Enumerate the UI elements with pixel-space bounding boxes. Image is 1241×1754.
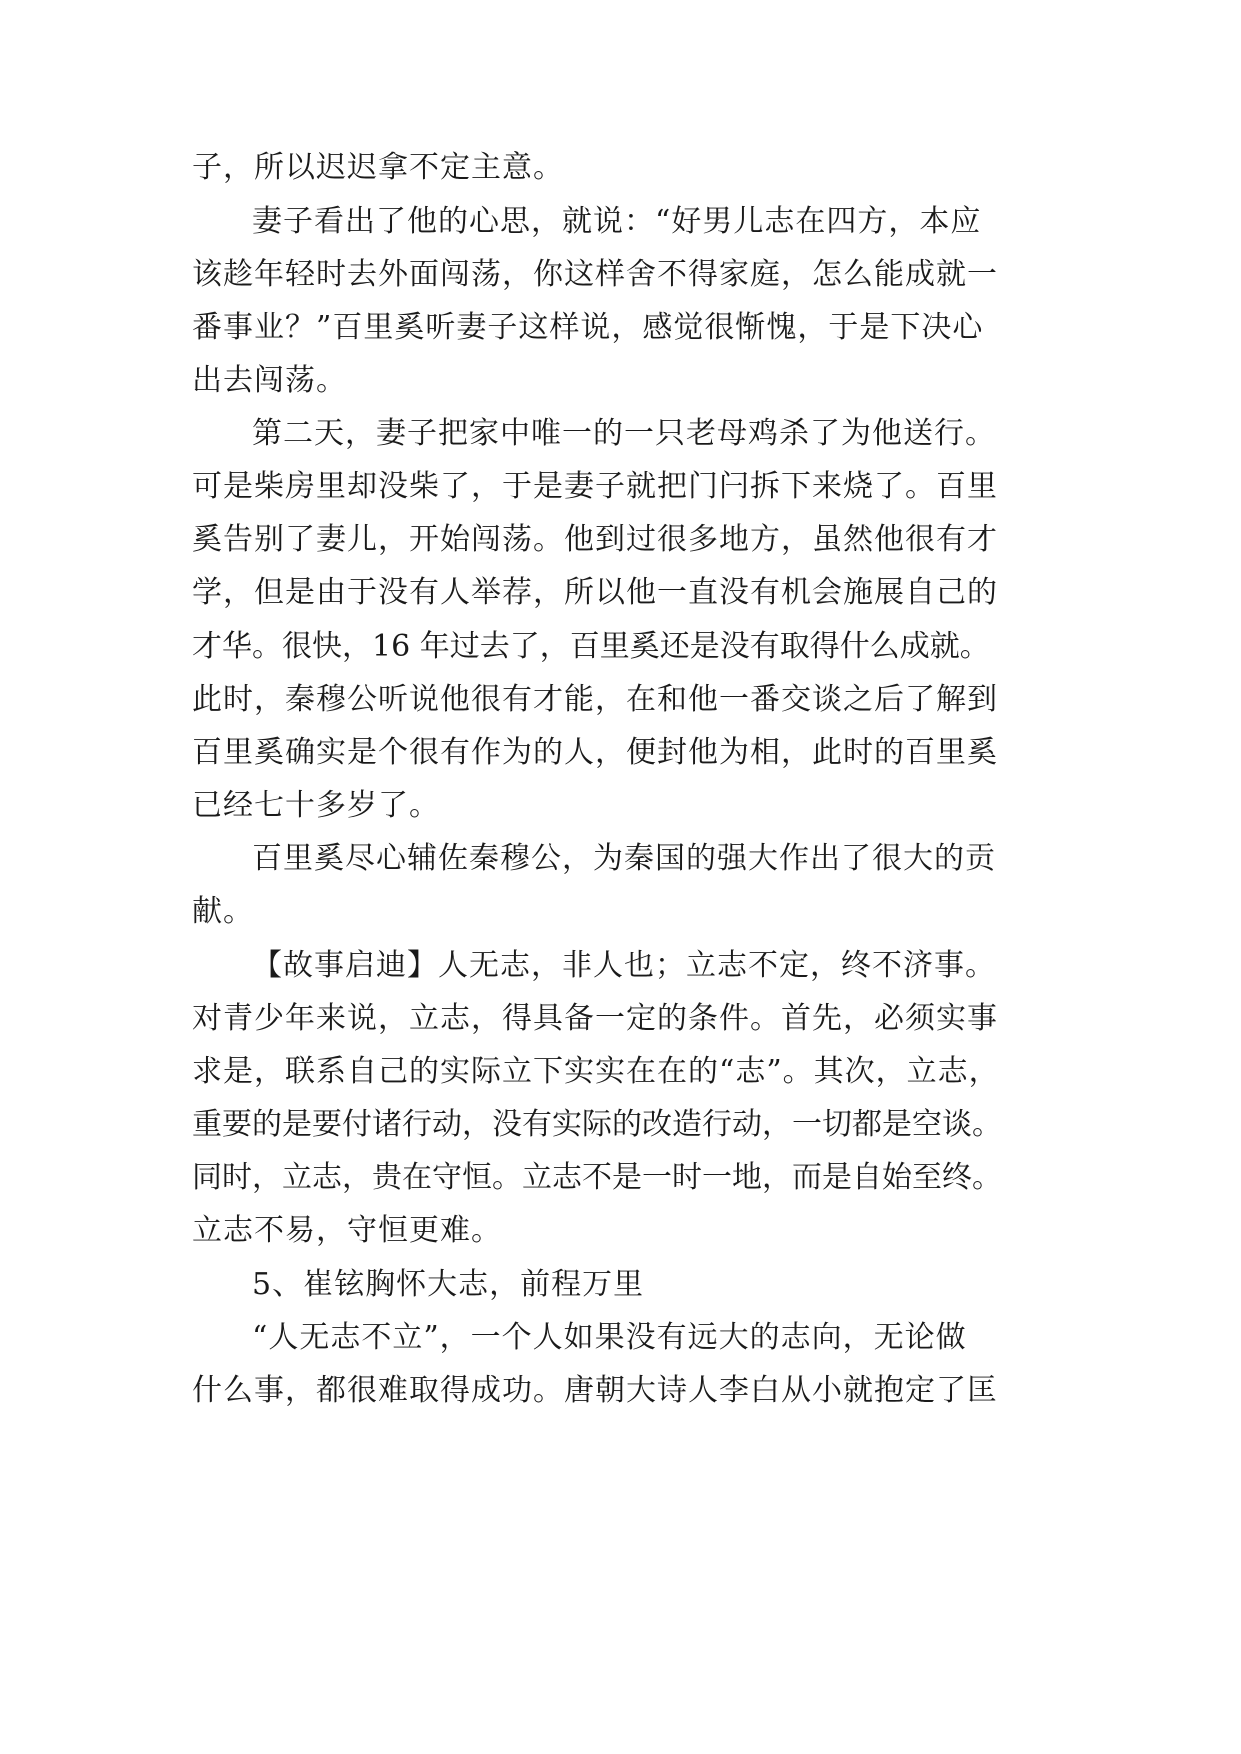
- section-heading: 5、崔铉胸怀大志，前程万里: [252, 1267, 645, 1302]
- text-line: “人无志不立”，一个人如果没有远大的志向，无论做: [252, 1320, 967, 1355]
- text-line: 百里奚确实是个很有作为的人，便封他为相，此时的百里奚: [192, 735, 998, 770]
- text-line: 第二天，妻子把家中唯一的一只老母鸡杀了为他送行。: [252, 416, 996, 451]
- text-line: 同时，立志，贵在守恒。立志不是一时一地，而是自始至终。: [192, 1160, 1002, 1195]
- text-line: 立志不易，守恒更难。: [192, 1213, 502, 1248]
- text-line: 献。: [192, 894, 254, 929]
- text-line: 百里奚尽心辅佐秦穆公，为秦国的强大作出了很大的贡: [252, 841, 996, 876]
- text-line: 重要的是要付诸行动，没有实际的改造行动，一切都是空谈。: [192, 1107, 1002, 1142]
- text-line: 出去闯荡。: [192, 363, 347, 398]
- text-line: 对青少年来说，立志，得具备一定的条件。首先，必须实事: [192, 1001, 998, 1036]
- text-line: 什么事，都很难取得成功。唐朝大诗人李白从小就抱定了匡: [192, 1373, 998, 1408]
- text-line: 番事业？”百里奚听妻子这样说，感觉很惭愧，于是下决心: [192, 310, 984, 345]
- text-line: 求是，联系自己的实际立下实实在在的“志”。其次，立志，: [192, 1054, 1000, 1089]
- text-line: 学，但是由于没有人举荐，所以他一直没有机会施展自己的: [192, 575, 998, 610]
- text-line: 此时，秦穆公听说他很有才能，在和他一番交谈之后了解到: [192, 682, 998, 717]
- text-line: 子，所以迟迟拿不定主意。: [192, 150, 564, 185]
- text-line: 奚告别了妻儿，开始闯荡。他到过很多地方，虽然他很有才: [192, 522, 998, 557]
- story-insight-heading: 【故事启迪】人无志，非人也；立志不定，终不济事。: [252, 948, 996, 983]
- text-line: 才华。很快，16 年过去了，百里奚还是没有取得什么成就。: [192, 629, 990, 664]
- text-line: 可是柴房里却没柴了，于是妻子就把门闩拆下来烧了。百里: [192, 469, 998, 504]
- text-line: 已经七十多岁了。: [192, 788, 440, 823]
- text-line: 妻子看出了他的心思，就说：“好男儿志在四方，本应: [252, 204, 982, 239]
- text-line: 该趁年轻时去外面闯荡，你这样舍不得家庭，怎么能成就一: [192, 257, 998, 292]
